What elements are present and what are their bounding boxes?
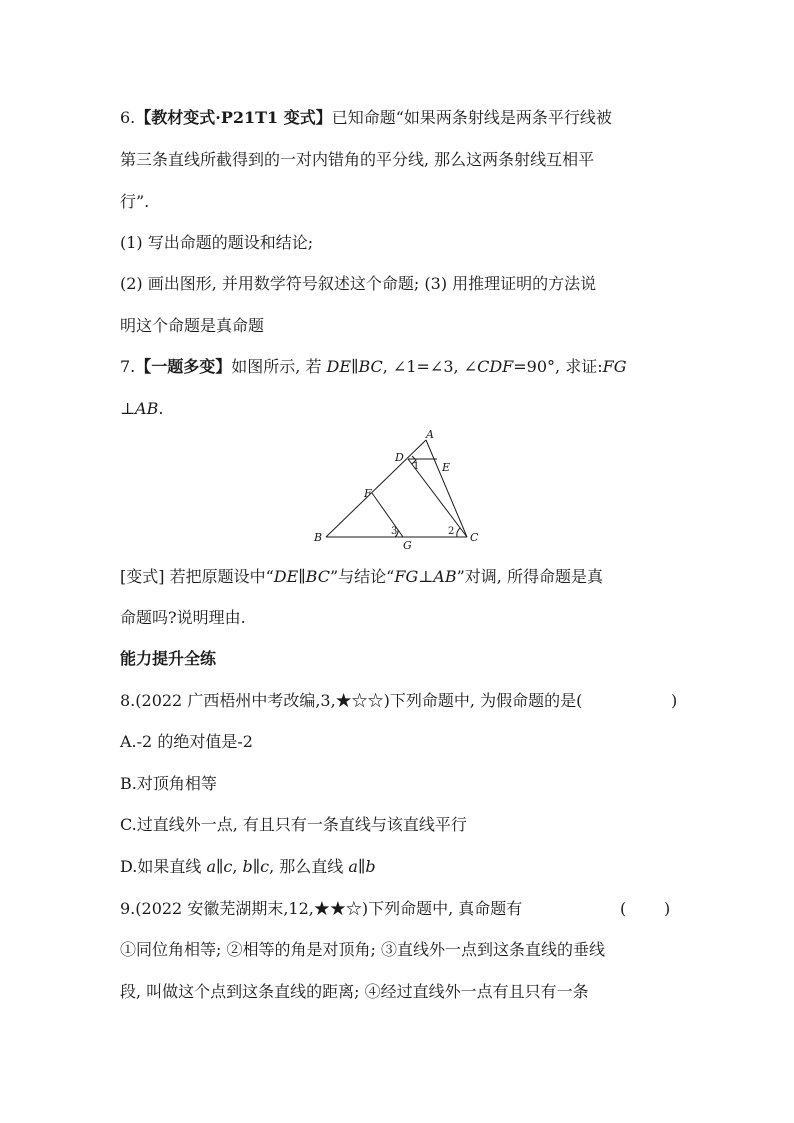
label-angle-1: 1	[413, 461, 420, 472]
side-ab	[326, 440, 426, 537]
label-c: C	[470, 531, 479, 544]
q9-stem-text: 9.(2022 安徽芜湖期末,12,★★☆)下列命题中, 真命题有	[120, 899, 523, 918]
label-angle-2: 2	[448, 526, 455, 537]
q8-d-text-a: D.如果直线	[120, 857, 207, 876]
q8-d-then: , 那么直线	[269, 857, 349, 876]
q9-line-2-text: 段, 叫做这个点到这条直线的距离; ④经过直线外一点有且只有一条	[120, 982, 589, 1001]
q9-answer-paren-close: )	[664, 899, 671, 918]
q7-perp: ⊥	[120, 399, 136, 418]
variant-fg: FG	[394, 567, 419, 586]
q7-ab: AB	[135, 399, 159, 418]
q6-stem-3: 行”.	[120, 192, 150, 211]
q8-d-c1: c	[223, 857, 233, 876]
q8-option-a-text: A.-2 的绝对值是-2	[120, 732, 253, 751]
q6-part-3-text: 明这个命题是真命题	[120, 316, 265, 335]
q7-tag: 【一题多变】	[135, 357, 232, 376]
variant-ab: AB	[433, 567, 457, 586]
q7-line-2	[120, 398, 680, 420]
q9-line-1	[120, 939, 680, 961]
variant-text-b: ”与结论“	[329, 567, 395, 586]
q8-option-c	[120, 814, 680, 836]
q8-d-par3: ∥	[357, 857, 366, 876]
label-b: B	[314, 531, 323, 544]
q7-parallel: ∥	[351, 357, 359, 376]
variant-text-c: ”对调, 所得命题是真	[456, 567, 603, 586]
q6-part-1	[120, 232, 680, 254]
q7-line-1	[120, 356, 680, 378]
variant-perp: ⊥	[418, 567, 434, 586]
q7-text-b: , ∠1=∠3, ∠	[382, 357, 478, 376]
section-title: 能力提升全练	[120, 649, 217, 668]
q8-option-c-text: C.过直线外一点, 有且只有一条直线与该直线平行	[120, 815, 467, 834]
side-ac	[426, 440, 467, 537]
q8-option-a	[120, 731, 680, 753]
variant-text-a: [变式] 若把原题设中“	[120, 567, 274, 586]
q7-dot: .	[158, 399, 164, 418]
q6-stem-2: 第三条直线所截得到的一对内错角的平分线, 那么这两条射线互相平	[120, 150, 595, 169]
q8-option-d	[120, 856, 680, 878]
q7-variant-line-2	[120, 607, 680, 629]
q8-option-b	[120, 773, 680, 795]
q6-tag: 【教材变式·P21T1 变式】	[135, 108, 332, 127]
q6-part-3	[120, 315, 680, 337]
q6-stem-1: 已知命题“如果两条射线是两条平行线被	[331, 108, 612, 127]
variant-parallel: ∥	[298, 567, 306, 586]
q7-variant-line-1	[120, 566, 680, 588]
q8-d-a1: a	[206, 857, 216, 876]
q8-d-par2: ∥	[252, 857, 261, 876]
q6-line-2	[120, 149, 680, 171]
q7-de: DE	[326, 357, 352, 376]
q7-cdf: CDF	[477, 357, 514, 376]
q8-d-b1: b	[242, 857, 253, 876]
q6-part-1-text: (1) 写出命题的题设和结论;	[120, 233, 314, 252]
angle-2-arc	[457, 528, 460, 537]
q7-text-c: =90°, 求证:	[513, 357, 603, 376]
q8-d-c2: c	[260, 857, 270, 876]
label-e: E	[442, 461, 451, 474]
q6-line-1	[120, 107, 680, 129]
variant-text-2: 命题吗?说明理由.	[120, 608, 246, 627]
q9-answer-paren-open: (	[620, 899, 627, 918]
label-a: A	[426, 428, 434, 441]
variant-bc: BC	[305, 567, 330, 586]
label-d: D	[395, 451, 404, 464]
q8-d-a2: a	[348, 857, 358, 876]
label-angle-3: 3	[391, 526, 398, 537]
variant-de: DE	[273, 567, 299, 586]
q8-d-par1: ∥	[215, 857, 224, 876]
q8-stem-text: 8.(2022 广西梧州中考改编,3,★☆☆)下列命题中, 为假命题的是(	[120, 691, 583, 710]
geometry-figure	[300, 425, 500, 550]
q9-stem	[120, 898, 680, 920]
q7-bc: BC	[358, 357, 383, 376]
q6-line-3	[120, 191, 680, 213]
q9-line-1-text: ①同位角相等; ②相等的角是对顶角; ③直线外一点到这条直线的垂线	[120, 940, 605, 959]
q8-option-b-text: B.对顶角相等	[120, 774, 217, 793]
q8-answer-paren-close: )	[671, 691, 678, 710]
q8-d-b2: b	[365, 857, 376, 876]
label-f: F	[364, 487, 372, 500]
q6-part-2	[120, 273, 680, 295]
q6-part-2-text: (2) 画出图形, 并用数学符号叙述这个命题; (3) 用推理证明的方法说	[120, 274, 597, 293]
q9-line-2	[120, 981, 680, 1003]
q7-text-a: 如图所示, 若	[231, 357, 327, 376]
q6-number: 6.	[120, 108, 136, 127]
label-g: G	[403, 539, 412, 550]
q7-number: 7.	[120, 357, 136, 376]
q8-stem	[120, 690, 690, 712]
q7-fg: FG	[602, 357, 627, 376]
q8-d-comma: ,	[232, 857, 243, 876]
